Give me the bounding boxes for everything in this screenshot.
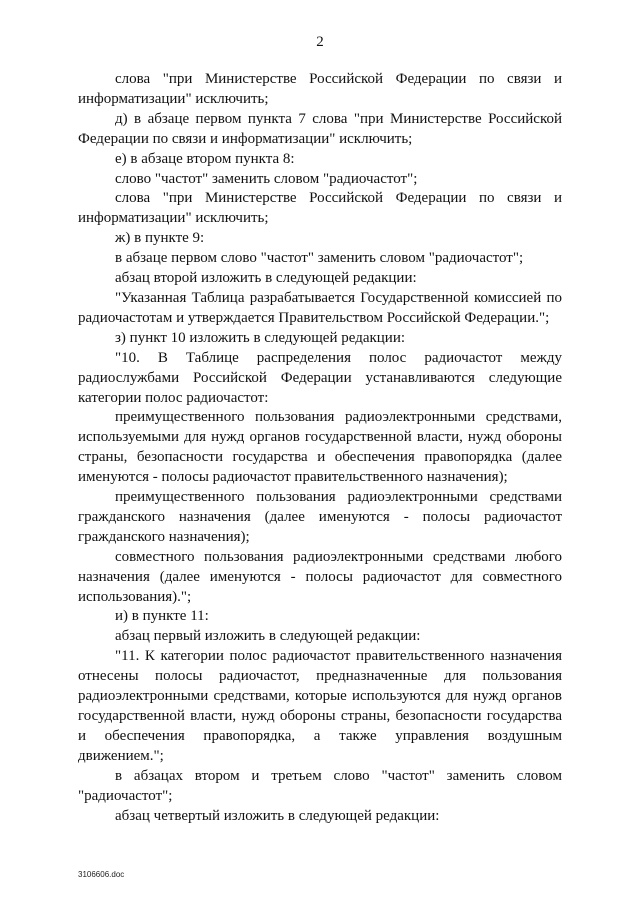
paragraph: преимущественного пользования радиоэлектронными средствами, используемыми для нужд органов государственной власти, нужд обороны страны, безопасности государства и обеспечения правопорядка (далее именуются - полосы радиочастот правительственного назначения); bbox=[78, 409, 562, 486]
paragraph: слово "частот" заменить словом "радиочастот"; bbox=[115, 170, 418, 187]
paragraph: д) в абзаце первом пункта 7 слова "при Министерстве Российской Федерации по связи и информатизации" исключить; bbox=[78, 110, 562, 147]
paragraph: в абзацах втором и третьем слово "частот" заменить словом "радиочастот"; bbox=[78, 767, 562, 804]
paragraph: и) в пункте 11: bbox=[115, 608, 209, 625]
paragraph: абзац первый изложить в следующей редакции: bbox=[115, 628, 421, 645]
document-body bbox=[78, 70, 562, 826]
paragraph: слова "при Министерстве Российской Федерации по связи и информатизации" исключить; bbox=[78, 190, 562, 227]
paragraph: з) пункт 10 изложить в следующей редакции: bbox=[115, 329, 406, 346]
paragraph: в абзаце первом слово "частот" заменить словом "радиочастот"; bbox=[115, 250, 524, 267]
paragraph: абзац четвертый изложить в следующей редакции: bbox=[115, 807, 440, 824]
paragraph: "Указанная Таблица разрабатывается Государственной комиссией по радиочастотам и утверждается Правительством Российской Федерации."; bbox=[78, 289, 562, 326]
paragraph: абзац второй изложить в следующей редакции: bbox=[115, 270, 417, 287]
paragraph: слова "при Министерстве Российской Федерации по связи и информатизации" исключить; bbox=[78, 71, 562, 107]
page-number: 2 bbox=[316, 34, 324, 50]
paragraph: ж) в пункте 9: bbox=[115, 230, 205, 247]
paragraph: "10. В Таблице распределения полос радиочастот между радиослужбами Российской Федерации устанавливаются следующие категории полос радиочастот: bbox=[78, 349, 562, 406]
paragraph: "11. К категории полос радиочастот правительственного назначения отнесены полосы радиочастот, предназначенные для пользования радиоэлектронными средствами, которые используются для нужд органов государственной власти, нужд обороны страны, безопасности государства и обеспечения правопорядка, а также управления воздушным движением."; bbox=[78, 648, 562, 764]
paragraph: е) в абзаце втором пункта 8: bbox=[115, 150, 295, 167]
footer-filename: 3106606.doc bbox=[78, 870, 125, 879]
paragraph: преимущественного пользования радиоэлектронными средствами гражданского назначения (далее именуются - полосы радиочастот гражданского назначения); bbox=[78, 489, 562, 545]
paragraph: совместного пользования радиоэлектронными средствами любого назначения (далее именуются - полосы радиочастот для совместного использования)."; bbox=[78, 548, 562, 605]
